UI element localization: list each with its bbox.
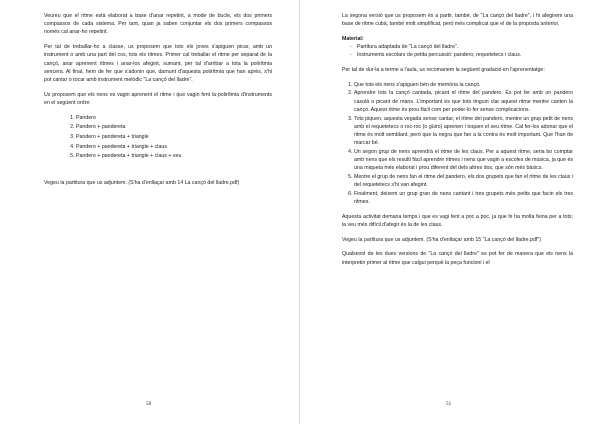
list-item: 6. Finalment, deixem un grup gran de nens cantant i tres grupets més petits que facin els tres ritmes. xyxy=(354,190,573,206)
learning-steps-list xyxy=(342,81,573,207)
paragraph-rhythm-loop: Veureu que el ritme està elaborat a base d'anar repetint, a mode de bucle, els dos primers compassos de cada sistema. Per tant, quan ja saben conjuntar els dos primers compassos només cal anar-ho repetint. xyxy=(44,13,272,36)
list-item: 5. Pandero + pandereta + triangle + claus + veu xyxy=(76,152,272,160)
page-number: 50 xyxy=(146,400,152,407)
list-item: 4. Pandero + pandereta + triangle + claus xyxy=(76,143,272,151)
list-item: 1. Pandero xyxy=(76,114,272,122)
material-list xyxy=(342,43,573,59)
paragraph-second-version: La segona versió que us proposem és a partir, també, de "La cançó del lladre", i hi afegirem una base de ritme cubà, també molt simplificat, però més complicat que el de la proposta anterior. xyxy=(342,13,573,28)
list-item: 2. Pandero + pandereta xyxy=(76,123,272,131)
list-item: 5. Mentre el grup de nens fan el ritme del pandero, els dos grupets que fan el ritme de les claus i del requetetecs s'hi van afegint. xyxy=(354,173,573,189)
right-page-content xyxy=(342,12,573,273)
list-item: 2. Aprendre tots la cançó cantada, picant el ritme del pandero. És pot fer amb un pandero casolà o picant de mans. L'important és que tots tinguin clar aquest ritme mentre canten la cançó. Aquest ritme és prou fàcil com per poder-lo fer sense complicacions. xyxy=(354,89,573,114)
right-page xyxy=(300,0,600,424)
paragraph-activity-time: Aquesta activitat demana temps i que es vagi fent a poc a poc, ja que hi ha molta feina per a tots; la veu més difícil d'afegir és la de les claus. xyxy=(342,213,573,228)
paragraph-score-reference: Vegeu la partitura que us adjuntem. (S'ha d'enllaçar amb 15 "La cançó del lladre.pdf") xyxy=(342,236,541,243)
list-item: 3. Tots piquen, aquesta vegada sense cantar, el ritme del pandero, mentre un grup petit de nens amb el requetetecs o roc-roc (o güiro) aprenen i toquen el seu ritme. Cal fer-los adonar que el ritme és molt semblant, però que la negra que fan a la contra és molt important. Que l'han de marcar bé. xyxy=(354,115,573,148)
page-number: 51 xyxy=(446,400,452,407)
list-item: 1. Que tots els nens s'apiguen bén de memòria la cançó. xyxy=(354,81,573,89)
list-item: - Partitura adaptada de "La cançó del lladre". xyxy=(350,43,573,51)
paragraph-gradation-intro: Per tal de dur-la a terme a l'aula, us recomanem la següent gradació en l'aprenentatge: xyxy=(342,67,545,74)
paragraph-order-intro: Us proposem que els nens es vagin aprenent el ritme i que vagin fent la polirítmia d'instruments en el següent ordre: xyxy=(44,91,272,106)
list-item: - Instruments escolars de petita percussió: pandero, requetetecs i claus. xyxy=(350,51,573,59)
paragraph-score-reference: Vegeu la partitura que us adjuntem. (S'ha d'enllaçar amb 14 La cançó del lladre.pdf) xyxy=(44,179,240,186)
instrument-order-list xyxy=(44,114,272,161)
paragraph-classroom-method: Per tal de treballar-ho a classe, us proposem que tots els joves s'apiguen picar, amb un instrument o amb una part del cos, tots els ritmes. Primer cal treballar el ritme per separat de la cançó, anar aprenent ritmes i anar-los afegint, sumant, per tal d'arribar a tota la polirítmia sencera. Al final, hem de fer que s'adonin que, damunt d'aquesta polirítmia que han après, s'hi pot cantar o tocar amb instrument melòdic "La cançó del lladre". xyxy=(44,44,272,83)
list-item: 3. Pandero + pandereta + triangle xyxy=(76,133,272,141)
paragraph-versions: Qualsevol de les dues versions de "La cançó del lladre" es pot fer de manera que els nens la interpretin primer al ritme que calgui perquè la peça funcioni i el xyxy=(342,251,573,266)
left-page-content xyxy=(44,12,272,193)
material-heading: Material: xyxy=(342,35,364,42)
list-item: 4. Un segon grup de nens aprendrà el ritme de les claus. Per a aquest ritme, seria bo comptar amb nens que els resulti fàcil aprendre ritmes i nens que vagin a escoles de música, ja que és una miqueta més elaborat i prou diferent del dels altres dos, que són més bàsics. xyxy=(354,148,573,173)
